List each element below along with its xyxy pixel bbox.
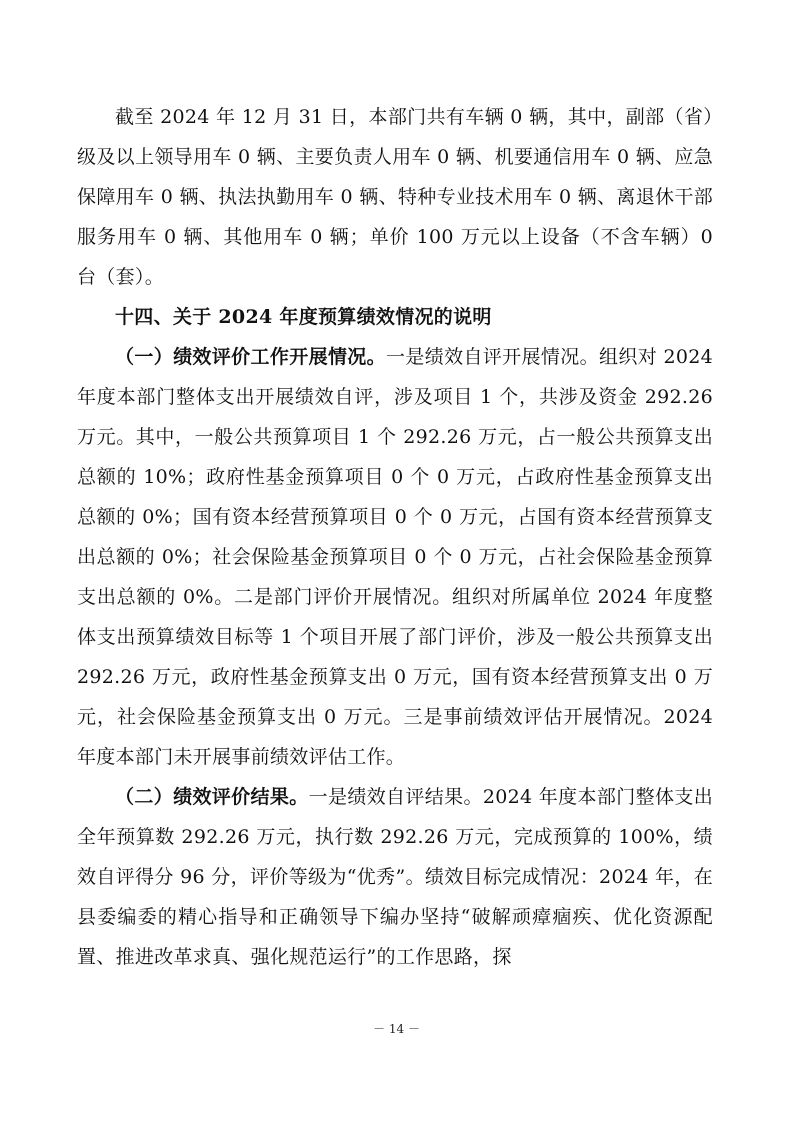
section-heading: 十四、关于 2024 年度预算绩效情况的说明 <box>115 306 492 328</box>
vehicle-paragraph: 截至 2024 年 12 月 31 日，本部门共有车辆 0 辆，其中，副部（省）级及以上领导用车 0 辆、主要负责人用车 0 辆、机要通信用车 0 辆、应急保障用车 0 辆、执法执勤用车 0 辆、特种专业技术用车 0 辆、离退休干部服务用车 0 辆、其他用车 0 辆；单价 100 万元以上设备（不含车辆）0 台（套）。 <box>77 106 713 288</box>
evaluation-result-text: 一是绩效自评结果。2024 年度本部门整体支出全年预算数 292.26 万元，执行数 292.26 万元，完成预算的 100%，绩效自评得分 96 分，评价等级为“优秀”。绩效目标完成情况：2024 年，在县委编委的精心指导和正确领导下编办坚持“破解顽瘴痼疾、优化资源配置、推进改革求真、强化规范运行”的工作思路，探 <box>77 786 713 968</box>
document-body <box>77 97 713 977</box>
evaluation-result-heading: （二）绩效评价结果。 <box>115 786 309 808</box>
evaluation-work-paragraph <box>77 337 713 777</box>
evaluation-work-heading: （一）绩效评价工作开展情况。 <box>115 346 387 368</box>
evaluation-result-paragraph <box>77 777 713 977</box>
evaluation-work-text: 一是绩效自评开展情况。组织对 2024 年度本部门整体支出开展绩效自评，涉及项目 1 个，共涉及资金 292.26 万元。其中，一般公共预算项目 1 个 292.26 万元，占一般公共预算支出总额的 10%；政府性基金预算项目 0 个 0 万元，占政府性基金预算支出总额的 0%；国有资本经营预算项目 0 个 0 万元，占国有资本经营预算支出总额的 0%；社会保险基金预算项目 0 个 0 万元，占社会保险基金预算支出总额的 0%。二是部门评价开展情况。组织对所属单位 2024 年度整体支出预算绩效目标等 1 个项目开展了部门评价，涉及一般公共预算支出 292.26 万元，政府性基金预算支出 0 万元，国有资本经营预算支出 0 万元，社会保险基金预算支出 0 万元。三是事前绩效评估开展情况。2024 年度本部门未开展事前绩效评估工作。 <box>77 346 714 768</box>
page-number: － 14 － <box>373 1022 420 1036</box>
